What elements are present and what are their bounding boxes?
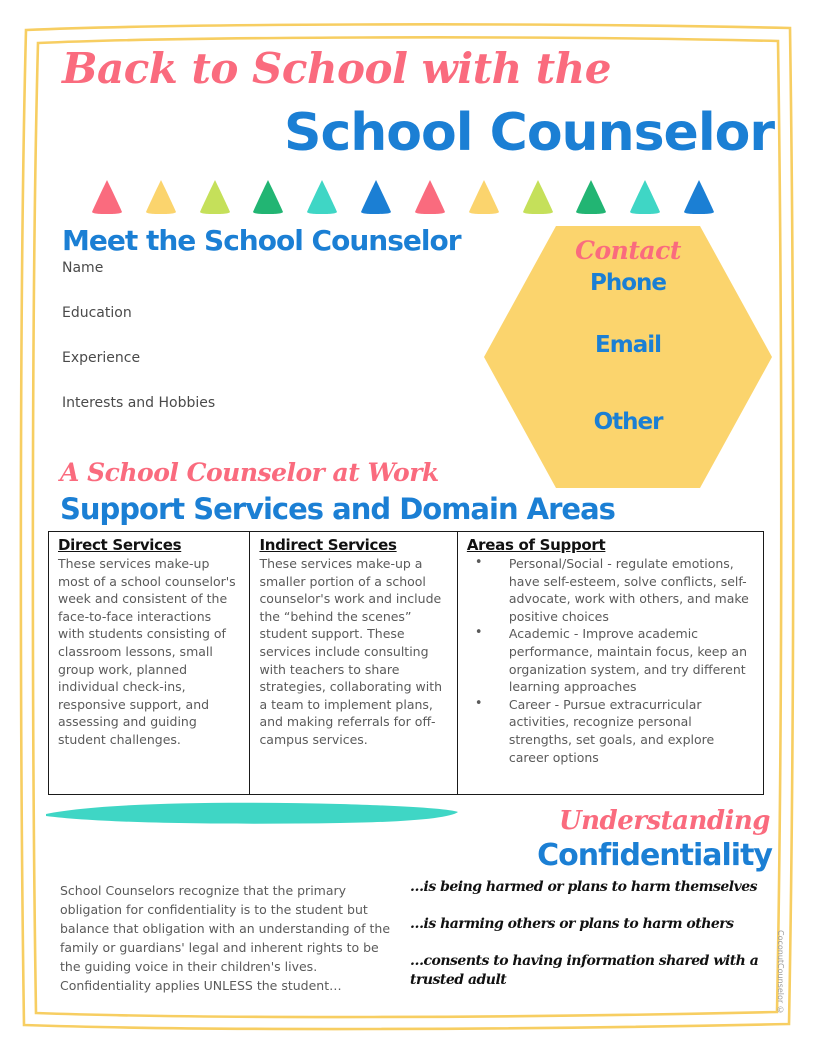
table-column-direct-services <box>49 532 250 794</box>
meet-section-heading: Meet the School Counselor <box>62 224 461 257</box>
page-title: School Counselor <box>284 103 775 163</box>
contact-other-label: Other <box>593 409 663 435</box>
page-title-script: Back to School with the <box>62 44 611 93</box>
triangle-lime-icon <box>196 178 234 216</box>
contact-title: Contact <box>575 236 681 265</box>
column-header: Areas of Support <box>466 536 606 554</box>
column-body-text: These services make-up a smaller portion of a school counselor's work and include the “behind the scenes” student support. These services include consulting with teachers to share strategies, collaborating with a team to implement plans, and making referrals for off-campus services. <box>259 556 443 747</box>
triangle-turquoise-icon <box>303 178 341 216</box>
list-item: • Academic - Improve academic performance, maintain focus, keep an organization system, and try different learning approaches <box>467 625 755 695</box>
triangle-turquoise-icon <box>626 178 664 216</box>
meet-field: Experience <box>62 350 141 366</box>
column-body-text: These services make-up most of a school counselor's week and consistent of the face-to-face interactions with students consisting of classroom lessons, small group work, planned individual check-ins, responsive support, and assessing and guiding student challenges. <box>58 556 236 747</box>
triangle-pink-icon <box>411 178 449 216</box>
services-table <box>48 531 764 795</box>
list-item: • Career - Pursue extracurricular activities, recognize personal strengths, set goals, and explore career options <box>467 696 755 766</box>
column-header: Indirect Services <box>259 536 397 554</box>
contact-hexagon <box>484 226 772 488</box>
confidentiality-script-heading: Understanding <box>558 806 770 836</box>
meet-field: Interests and Hobbies <box>62 395 216 411</box>
column-header: Direct Services <box>58 536 182 554</box>
contact-phone-label: Phone <box>589 270 666 296</box>
confidentiality-exception: …is harming others or plans to harm others <box>410 916 734 932</box>
meet-field: Name <box>62 260 104 276</box>
teal-brush-stroke <box>40 798 460 826</box>
triangle-yellow-icon <box>142 178 180 216</box>
triangle-blue-icon <box>680 178 718 216</box>
triangle-yellow-icon <box>465 178 503 216</box>
confidentiality-heading: Confidentiality <box>537 838 772 873</box>
confidentiality-exceptions-list <box>410 878 765 1008</box>
confidentiality-exception: …is being harmed or plans to harm themselves <box>410 879 758 895</box>
triangle-lime-icon <box>519 178 557 216</box>
triangle-green-icon <box>249 178 287 216</box>
triangle-decoration-row <box>88 176 718 216</box>
meet-field: Education <box>62 305 132 321</box>
contact-email-label: Email <box>595 332 661 358</box>
work-section-script-heading: A School Counselor at Work <box>60 458 439 487</box>
triangle-green-icon <box>572 178 610 216</box>
triangle-pink-icon <box>88 178 126 216</box>
areas-of-support-list <box>467 555 755 766</box>
table-column-areas-of-support <box>458 532 763 794</box>
confidentiality-exception: …consents to having information shared with a trusted adult <box>410 953 759 988</box>
triangle-blue-icon <box>357 178 395 216</box>
list-item: • Personal/Social - regulate emotions, have self-esteem, solve conflicts, self-advocate, work with others, and make positive choices <box>467 555 755 625</box>
meet-section-fields <box>62 258 462 438</box>
watermark-credit: CoconutCounselor © <box>776 930 785 1015</box>
work-section-heading: Support Services and Domain Areas <box>60 492 615 526</box>
confidentiality-paragraph: School Counselors recognize that the primary obligation for confidentiality is to the student but balance that obligation with an understanding of the family or guardians' legal and inherent rights to be the guiding voice in their children's lives. Confidentiality applies UNLESS the student… <box>60 883 391 993</box>
table-column-indirect-services <box>250 532 457 794</box>
